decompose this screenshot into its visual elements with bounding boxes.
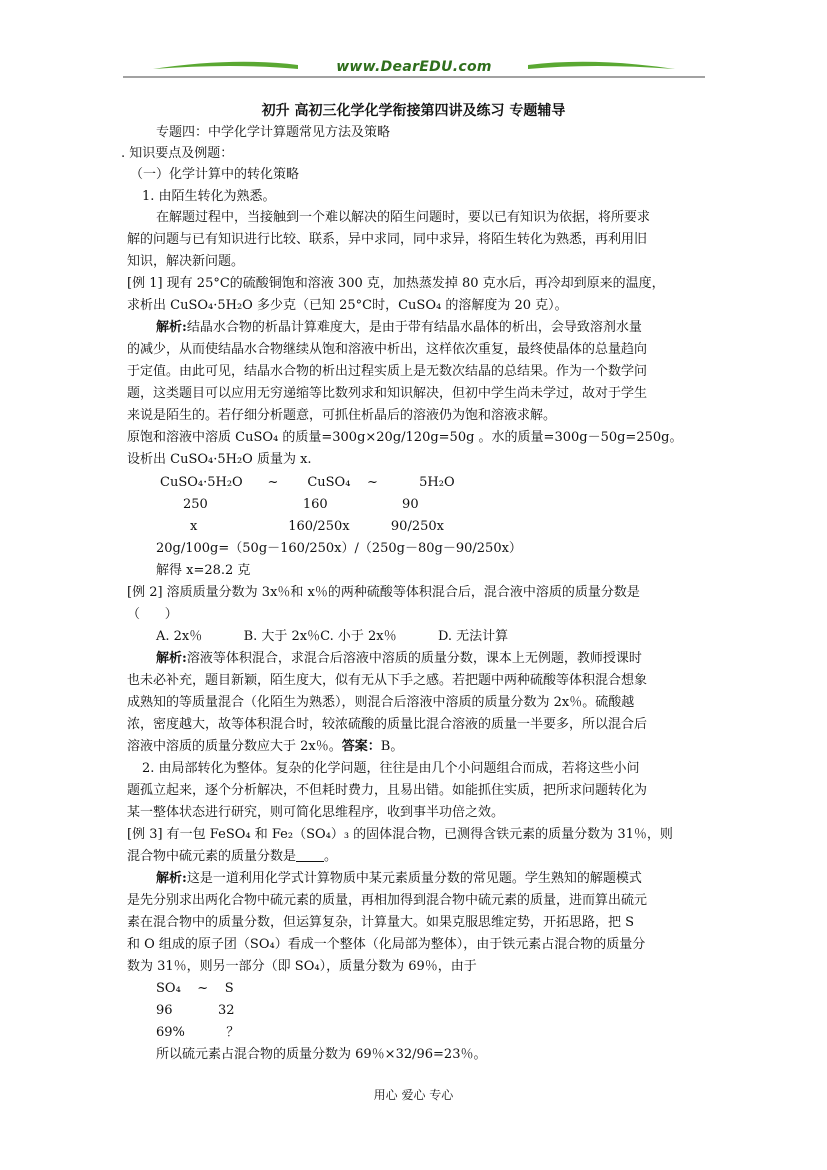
equation-line: 69% ？ xyxy=(156,1025,240,1040)
text-line: 某一整体状态进行研究，则可简化思维程序，收到事半功倍之效。 xyxy=(127,805,505,820)
text-line: 2. 由局部转化为整体。复杂的化学问题，往往是由几个小问题组合而成，若将这些小问 xyxy=(142,761,640,776)
text-line: 素在混合物中的质量分数，但运算复杂，计算量大。如果克服思维定势，开拓思路，把 S xyxy=(127,915,635,930)
site-logo-text: www.DearEDU.com xyxy=(336,59,492,75)
text-line: （ ） xyxy=(127,607,178,622)
answer-label: 答案： xyxy=(341,739,381,754)
text-line: 解得 x=28.2 克 xyxy=(156,563,251,578)
equation-line: CuSO₄·5H₂O ~ CuSO₄ ~ 5H₂O xyxy=(160,475,455,490)
analysis-line xyxy=(156,319,642,337)
equation-line: SO₄ ~ S xyxy=(156,981,234,996)
analysis-text: 结晶水合物的析晶计算难度大，是由于带有结晶水晶体的析出，会导致溶剂水量 xyxy=(186,320,642,335)
text-line xyxy=(127,738,403,756)
text-line: 于定值。由此可见，结晶水合物的析出过程实质上是无数次结晶的总结果。作为一个数学问 xyxy=(127,364,648,379)
analysis-label: 解析: xyxy=(156,320,187,335)
analysis-line xyxy=(156,870,642,888)
site-header-banner xyxy=(123,52,705,82)
text-line: 题孤立起来，逐个分析解决，不但耗时费力，且易出错。如能抓住实质，把所求问题转化为 xyxy=(127,783,648,798)
text-line: 所以硫元素占混合物的质量分数为 69％×32/96=23％。 xyxy=(156,1047,487,1062)
text-line: 设析出 CuSO₄·5H₂O 质量为 x. xyxy=(127,452,312,467)
analysis-label: 解析: xyxy=(156,871,187,886)
text-line: 浓，密度越大，故等体积混合时，较浓硫酸的质量比混合溶液的质量一半要多，所以混合后 xyxy=(127,717,648,732)
example-1: [例 1] 现有 25°C的硫酸铜饱和溶液 300 克，加热蒸发掉 80 克水后，再冷却到原来的温度， xyxy=(127,276,665,291)
text-line: 原饱和溶液中溶质 CuSO₄ 的质量=300g×20g/120g=50g 。水的质量=300g－50g=250g。 xyxy=(127,430,683,445)
example-3: [例 3] 有一包 FeSO₄ 和 Fe₂（SO₄）₃ 的固体混合物，已测得含铁元素的质量分数为 31％，则 xyxy=(127,827,673,842)
equation-line: 20g/100g=（50g－160/250x）/（250g－80g－90/250x） xyxy=(156,541,522,556)
text-line: 题，这类题目可以应用无穷递缩等比数列求和知识解决，但初中学生尚未学过，故对于学生 xyxy=(127,386,648,401)
analysis-text: 这是一道利用化学式计算物质中某元素质量分数的常见题。学生熟知的解题模式 xyxy=(186,871,642,886)
text-line: 1. 由陌生转化为熟悉。 xyxy=(142,189,276,204)
text-line: 知识，解决新问题。 xyxy=(127,254,245,269)
text-line: 求析出 CuSO₄·5H₂O 多少克（已知 25°C时，CuSO₄ 的溶解度为 20 克）。 xyxy=(127,298,568,313)
options-line: A. 2x％ B. 大于 2x％C. 小于 2x％ D. 无法计算 xyxy=(156,629,509,644)
text-line: 混合物中硫元素的质量分数是 。 xyxy=(127,849,338,864)
text-line: 和 O 组成的原子团（SO₄）看成一个整体（化局部为整体），由于铁元素占混合物的质量分 xyxy=(127,937,646,952)
text-line: 专题四：中学化学计算题常见方法及策略 xyxy=(156,125,391,140)
text-line: 成熟知的等质量混合（化陌生为熟悉），则混合后溶液中溶质的质量分数为 2x％。硫酸越 xyxy=(127,695,635,710)
equation-line: 96 32 xyxy=(156,1003,235,1018)
answer-blank xyxy=(296,849,324,862)
analysis-line xyxy=(156,650,642,668)
text-line: 也未必补充，题目新颖，陌生度大，似有无从下手之感。若把题中两种硫酸等体积混合想象 xyxy=(127,673,648,688)
text-span: 混合物中硫元素的质量分数是 xyxy=(127,849,297,864)
section-heading: （一）化学计算中的转化策略 xyxy=(130,167,300,182)
answer-value: B。 xyxy=(380,739,404,754)
page-title: 初升 高初三化学化学衔接第四讲及练习 专题辅导 xyxy=(261,103,566,119)
analysis-label: 解析: xyxy=(156,651,187,666)
equation-line: x 160/250x 90/250x xyxy=(190,519,444,534)
example-2: [例 2] 溶质质量分数为 3x％和 x％的两种硫酸等体积混合后，混合液中溶质的质量分数是 xyxy=(127,585,640,600)
equation-line: 250 160 90 xyxy=(183,497,419,512)
text-line: 在解题过程中，当接触到一个难以解决的陌生问题时，要以已有知识为依据，将所要求 xyxy=(156,210,651,225)
text-line: 是先分别求出两化合物中硫元素的质量，再相加得到混合物中硫元素的质量，进而算出硫元 xyxy=(127,893,648,908)
text-line: 数为 31％，则另一部分（即 SO₄），质量分数为 69％，由于 xyxy=(127,959,477,974)
text-span: 溶液中溶质的质量分数应大于 2x％。 xyxy=(127,739,342,754)
text-line: 来说是陌生的。若仔细分析题意，可抓住析晶后的溶液仍为饱和溶液求解。 xyxy=(127,408,557,423)
text-line: . 知识要点及例题： xyxy=(121,146,234,161)
page-footer: 用心 爱心 专心 xyxy=(373,1088,454,1102)
analysis-text: 溶液等体积混合，求混合后溶液中溶质的质量分数，课本上无例题，教师授课时 xyxy=(186,651,642,666)
text-line: 的减少，从而使结晶水合物继续从饱和溶液中析出，这样依次重复，最终使晶体的总量趋向 xyxy=(127,342,648,357)
text-line: 解的问题与已有知识进行比较、联系，异中求同，同中求异，将陌生转化为熟悉，再利用旧 xyxy=(127,232,648,247)
